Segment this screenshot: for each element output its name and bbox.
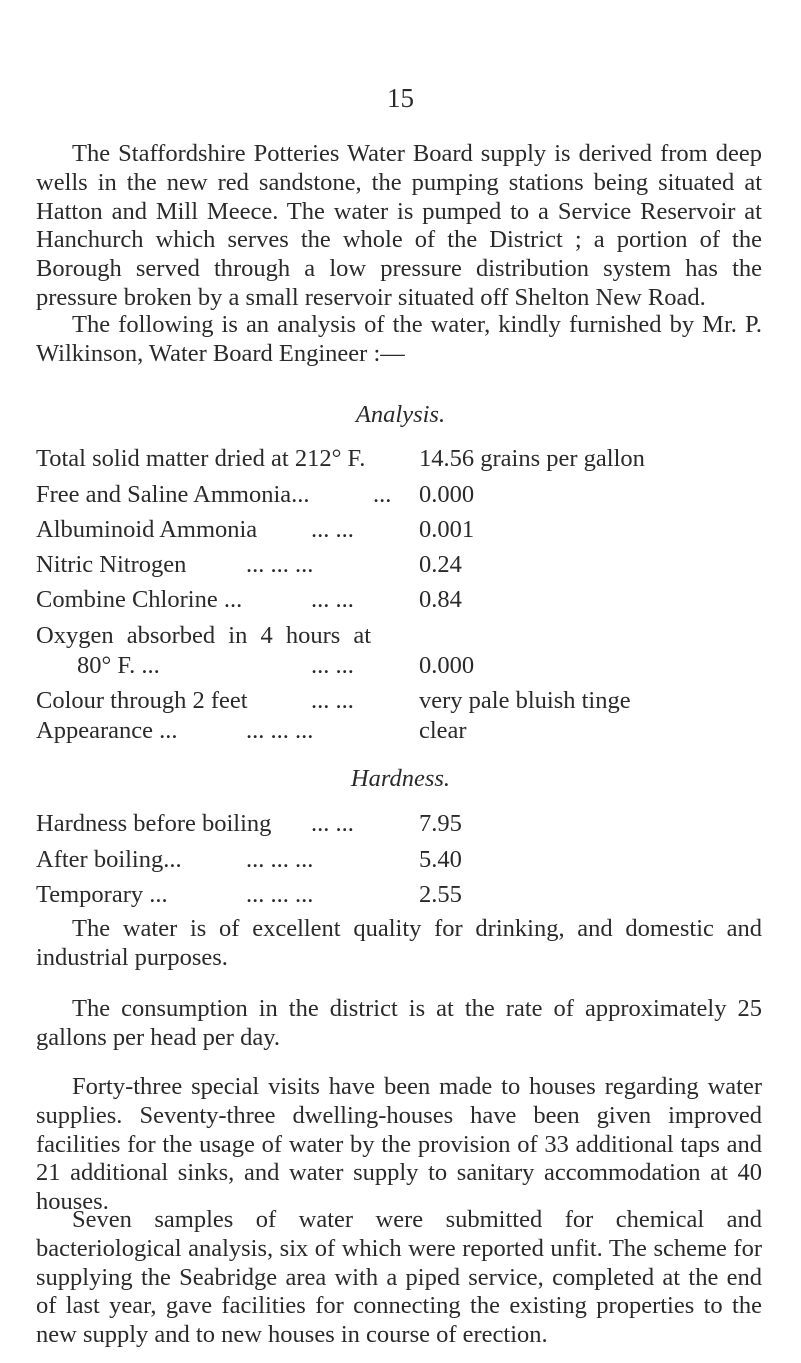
- leader-dots: ... ... ...: [246, 881, 314, 908]
- analysis-heading: Analysis.: [355, 401, 446, 428]
- hardness-value: 5.40: [419, 846, 462, 873]
- analysis-label: Appearance ...: [36, 717, 178, 744]
- hardness-heading: Hardness.: [350, 765, 451, 792]
- analysis-value: clear: [419, 717, 467, 744]
- closing-paragraph-2: The consumption in the district is at the rate of approximately 25 gallons per head per day.: [36, 995, 762, 1051]
- analysis-value: 0.84: [419, 586, 462, 613]
- analysis-row: [36, 651, 796, 681]
- analysis-value: 14.56 grains per gallon: [419, 445, 645, 472]
- analysis-value: 0.24: [419, 551, 462, 578]
- analysis-label: Combine Chlorine ...: [36, 586, 243, 613]
- hardness-row: [36, 809, 796, 839]
- analysis-value: 0.000: [419, 652, 475, 679]
- leader-dots: ... ...: [311, 652, 354, 679]
- hardness-value: 2.55: [419, 881, 462, 908]
- analysis-row: [36, 550, 796, 580]
- analysis-value: 0.000: [419, 481, 475, 508]
- analysis-value: 0.001: [419, 516, 475, 543]
- analysis-row: [36, 480, 796, 510]
- leader-dots: ... ... ...: [246, 846, 314, 873]
- analysis-label: Free and Saline Ammonia...: [36, 481, 310, 508]
- leader-dots: ... ...: [311, 687, 354, 714]
- hardness-value: 7.95: [419, 810, 462, 837]
- analysis-row: [36, 686, 796, 716]
- analysis-label: 80° F. ...: [77, 652, 160, 679]
- leader-dots: ... ... ...: [246, 551, 314, 578]
- closing-paragraph-1: The water is of excellent quality for drinking, and domestic and industrial purposes.: [36, 915, 762, 971]
- hardness-label: After boiling...: [36, 846, 182, 873]
- analysis-label: Nitric Nitrogen: [36, 551, 187, 578]
- analysis-row: [36, 716, 796, 746]
- intro-paragraph-2: The following is an analysis of the water, kindly furnished by Mr. P. Wilkinson, Water Board Engineer :—: [36, 311, 762, 367]
- leader-dots: ... ... ...: [246, 717, 314, 744]
- leader-dots: ... ...: [311, 586, 354, 613]
- closing-paragraph-3: Forty-three special visits have been made to houses regarding water supplies. Seventy-three dwelling-houses have been given improved facilities for the usage of water by the provision of 33 additional taps and 21 additional sinks, and water supply to sanitary accommodation at 40 houses.: [36, 1073, 762, 1216]
- leader-dots: ... ...: [311, 516, 354, 543]
- analysis-label: Albuminoid Ammonia: [36, 516, 258, 543]
- leader-dots: ...: [373, 481, 392, 508]
- closing-paragraph-4: Seven samples of water were submitted for chemical and bacteriological analysis, six of which were reported unfit. The scheme for supplying the Seabridge area with a piped service, completed at the end of last year, gave facilities for connecting the existing properties to the new supply and to new houses in course of erection.: [36, 1206, 762, 1349]
- analysis-label: Colour through 2 feet: [36, 687, 248, 714]
- hardness-label: Temporary ...: [36, 881, 168, 908]
- analysis-row: [36, 621, 796, 651]
- analysis-row: [36, 444, 796, 474]
- analysis-row: [36, 515, 796, 545]
- analysis-value: very pale bluish tinge: [419, 687, 631, 714]
- intro-paragraph-1: The Staffordshire Potteries Water Board supply is derived from deep wells in the new red sandstone, the pumping stations being situated at Hatton and Mill Meece. The water is pumped to a Service Reservoir at Hanchurch which serves the whole of the District ; a portion of the Borough served through a low pressure distribution system has the pressure broken by a small reservoir situated off Shelton New Road.: [36, 140, 762, 311]
- analysis-row: [36, 585, 796, 615]
- hardness-label: Hardness before boiling: [36, 810, 272, 837]
- analysis-label: Oxygen absorbed in 4 hours at: [36, 622, 372, 649]
- hardness-row: [36, 880, 796, 910]
- hardness-row: [36, 845, 796, 875]
- page-number: 15: [387, 83, 414, 113]
- analysis-label: Total solid matter dried at 212° F.: [36, 445, 366, 472]
- leader-dots: ... ...: [311, 810, 354, 837]
